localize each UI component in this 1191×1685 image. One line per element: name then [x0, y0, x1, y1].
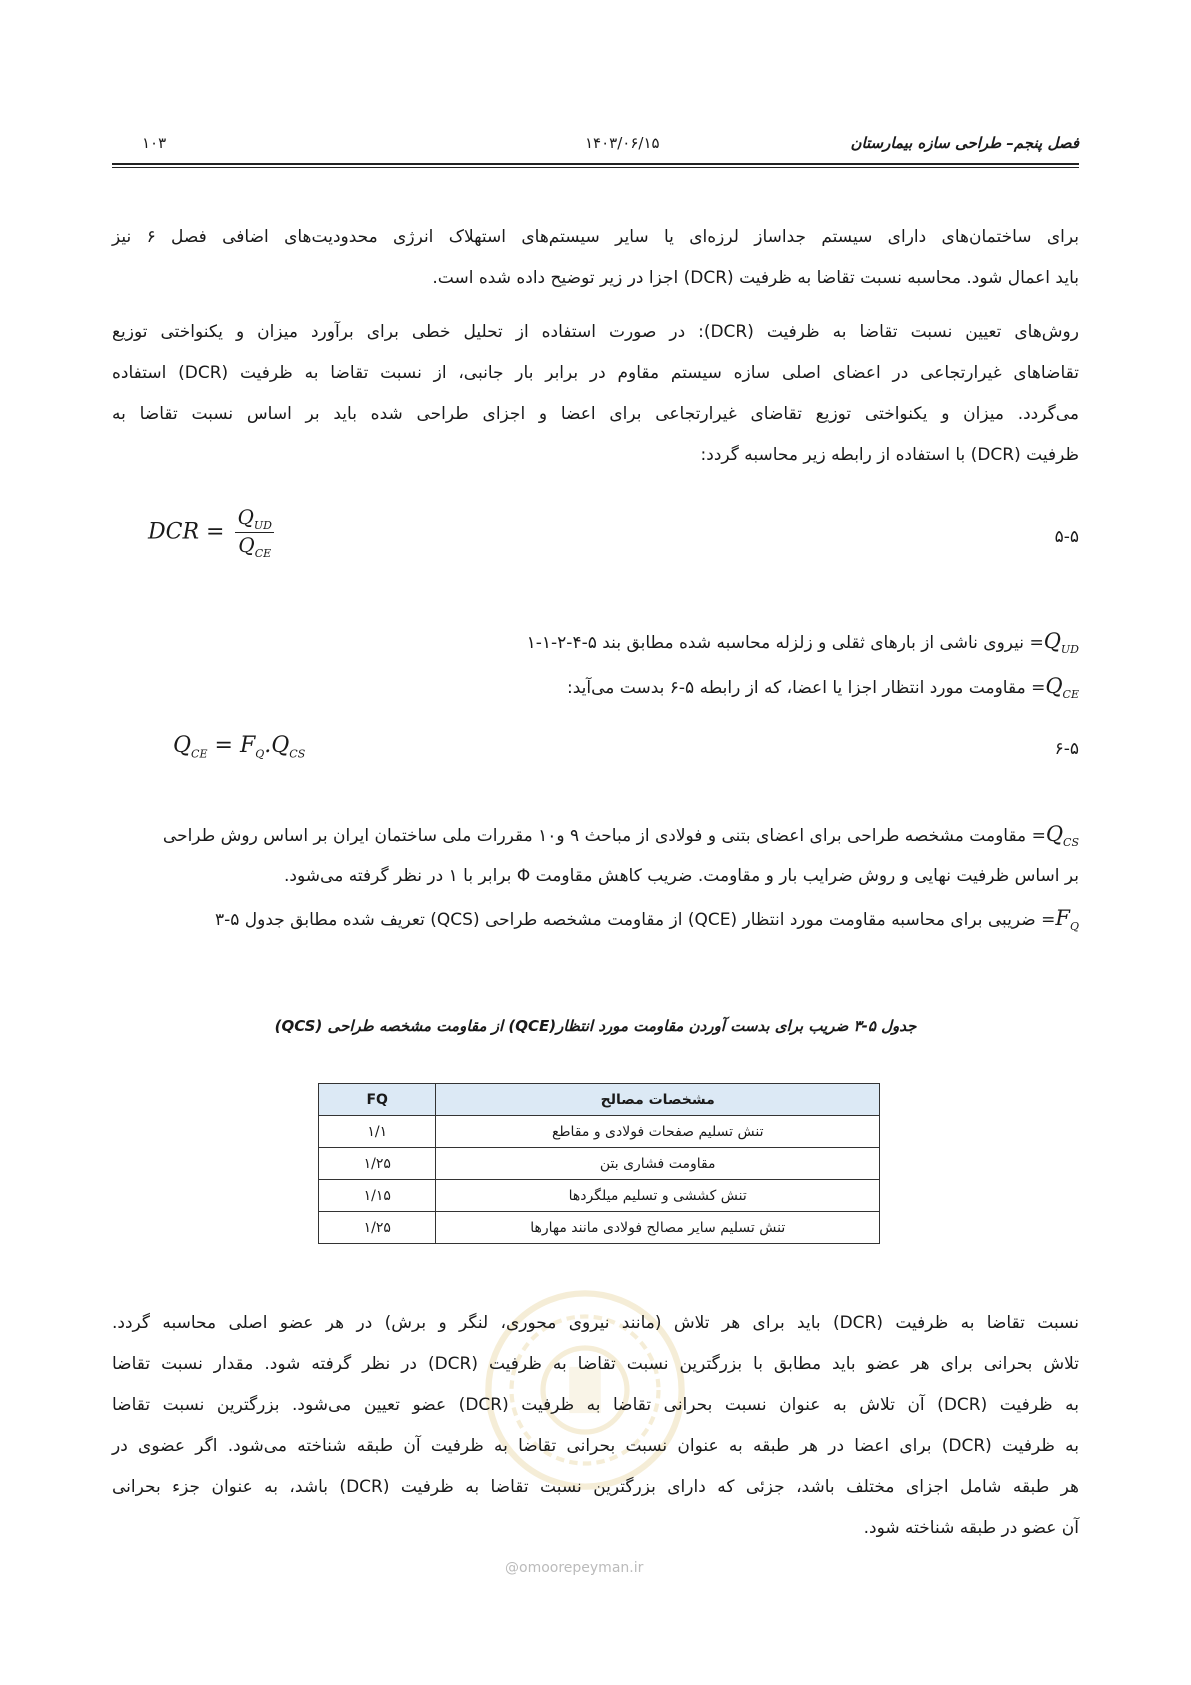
equation-qce: $Q_{CE} = F_Q.Q_{CS}$	[173, 733, 306, 761]
text-line: به ظرفیت (DCR) برای اعضا در هر طبقه به عنوان نسبت بحرانی تقاضا به ظرفیت آن طبقه شناخته می‌شود. اگر عضوی در	[112, 1436, 1079, 1456]
table-header-row	[319, 1084, 880, 1116]
table-cell: مقاومت فشاری بتن	[436, 1148, 880, 1180]
definition-qcs-cont: بر اساس ظرفیت نهایی و روش ضرایب بار و مقاومت. ضریب کاهش مقاومت Φ برابر با ۱ در نظر گرفته می‌شود.	[284, 866, 1079, 886]
text-line: به ظرفیت (DCR) آن تلاش به عنوان نسبت بحرانی تقاضا به ظرفیت (DCR) عضو تعیین می‌شود. بزرگترین نسبت تقاضا	[112, 1395, 1079, 1415]
eq-numerator-sub: UD	[253, 519, 272, 532]
table-cell: ۱/۱۵	[319, 1180, 436, 1212]
column-header: FQ	[319, 1084, 436, 1116]
text-line: تقاضاهای غیرارتجاعی در اعضای اصلی سازه سیستم مقاوم در برابر بار جانبی، از نسبت تقاضا به ظرفیت (DCR) استفاده	[112, 363, 1079, 383]
eq-denominator-sub: CE	[254, 547, 272, 560]
text-line: ظرفیت (DCR) با استفاده از رابطه زیر محاسبه گردد:	[700, 445, 1079, 465]
header-rule-thin	[112, 167, 1079, 168]
chapter-title: فصل پنجم– طراحی سازه بیمارستان	[850, 134, 1079, 152]
eq-fraction	[235, 505, 274, 560]
table-cell: تنش تسلیم سایر مصالح فولادی مانند مهارها	[436, 1212, 880, 1244]
header-date: ۱۴۰۳/۰۶/۱۵	[585, 134, 660, 152]
page-header	[140, 132, 1079, 160]
text-line: برای ساختمان‌های دارای سیستم جداساز لرزه‌ای یا سایر سیستم‌های استهلاک انرژی محدودیت‌های اضافی فصل ۶ نیز	[112, 227, 1079, 247]
paragraph-critical-dcr	[112, 1303, 1079, 1549]
definition-qcs: $Q_{CS}=$ مقاومت مشخصه طراحی برای اعضای بتنی و فولادی از مباحث ۹ و۱۰ مقررات ملی ساختمان ایران بر اساس روش طراحی	[162, 822, 1079, 850]
page-number: ۱۰۳	[142, 134, 167, 152]
definition-text: = مقاومت مورد انتظار اجزا یا اعضا، که از رابطه ۵-۶ بدست می‌آید:	[566, 678, 1046, 698]
text-line: آن عضو در طبقه شناخته شود.	[863, 1518, 1079, 1538]
table-row	[319, 1116, 880, 1148]
eq-numerator: Q	[237, 505, 254, 529]
text-line: هر طبقه شامل اجزای مختلف باشد، جزئی که دارای بزرگترین نسبت تقاضا به ظرفیت (DCR) باشد، به عنوان جزء بحرانی	[112, 1477, 1079, 1497]
eq-lhs: DCR	[148, 519, 200, 545]
table-row	[319, 1180, 880, 1212]
column-header: مشخصات مصالح	[436, 1084, 880, 1116]
definition-qce: $Q_{CE}=$ مقاومت مورد انتظار اجزا یا اعضا، که از رابطه ۵-۶ بدست می‌آید:	[566, 674, 1079, 702]
text-line: تلاش بحرانی برای هر عضو باید مطابق با بزرگترین نسبت تقاضا به ظرفیت (DCR) در نظر گرفته شود. مقدار نسبت تقاضا	[112, 1354, 1080, 1374]
table-cell: تنش تسلیم صفحات فولادی و مقاطع	[436, 1116, 880, 1148]
text-line: روش‌های تعیین نسبت تقاضا به ظرفیت (DCR): در صورت استفاده از تحلیل خطی برای برآورد میزان و یکنواختی توزیع	[112, 322, 1079, 342]
table-cell: ۱/۲۵	[319, 1212, 436, 1244]
table-row	[319, 1212, 880, 1244]
header-rule-thick	[112, 163, 1079, 165]
equation-number: ۵-۵	[1054, 527, 1079, 547]
eq-denominator: Q	[238, 533, 255, 557]
material-factor-table	[318, 1083, 880, 1244]
table-cell: ۱/۱	[319, 1116, 436, 1148]
equation-dcr: DCR = $\frac{Q_{UD}}{Q_{CE}}$	[148, 505, 272, 560]
table-cell: تنش کششی و تسلیم میلگردها	[436, 1180, 880, 1212]
definition-text: = ضریبی برای محاسبه مقاومت مورد انتظار (QCE) از مقاومت مشخصه طراحی (QCS) تعریف شده مطابق جدول ۵-۳	[214, 910, 1056, 930]
paragraph-dcr-methods	[112, 312, 1079, 476]
text-line: می‌گردد. میزان و یکنواختی توزیع تقاضای غیرارتجاعی برای اعضا و اجزای طراحی شده باید بر اساس نسبت تقاضا به	[112, 404, 1079, 424]
table-row	[319, 1148, 880, 1180]
text-line: باید اعمال شود. محاسبه نسبت تقاضا به ظرفیت (DCR) اجزا در زیر توضیح داده شده است.	[432, 268, 1079, 288]
definition-fq: $F_Q=$ ضریبی برای محاسبه مقاومت مورد انتظار (QCE) از مقاومت مشخصه طراحی (QCS) تعریف شده مطابق جدول ۵-۳	[214, 906, 1079, 934]
table-cell: ۱/۲۵	[319, 1148, 436, 1180]
definition-text: = نیروی ناشی از بارهای ثقلی و زلزله محاسبه شده مطابق بند ۵-۴-۲-۱-۱	[526, 633, 1044, 653]
watermark-url: @omoorepeyman.ir	[505, 1560, 644, 1576]
paragraph-intro	[112, 217, 1079, 299]
definition-qud: $Q_{UD}=$ نیروی ناشی از بارهای ثقلی و زلزله محاسبه شده مطابق بند ۵-۴-۲-۱-۱	[526, 629, 1079, 657]
equation-number: ۶-۵	[1054, 739, 1079, 759]
text-line: نسبت تقاضا به ظرفیت (DCR) باید برای هر تلاش (مانند نیروی محوری، لنگر و برش) در هر عضو اصلی محاسبه گردد.	[112, 1313, 1079, 1333]
table-caption: جدول ۵-۳ ضریب برای بدست آوردن مقاومت مورد انتظار(QCE) از مقاومت مشخصه طراحی (QCS)	[274, 1017, 917, 1035]
definition-text: = مقاومت مشخصه طراحی برای اعضای بتنی و فولادی از مباحث ۹ و۱۰ مقررات ملی ساختمان ایران بر اساس روش طراحی	[162, 826, 1046, 846]
